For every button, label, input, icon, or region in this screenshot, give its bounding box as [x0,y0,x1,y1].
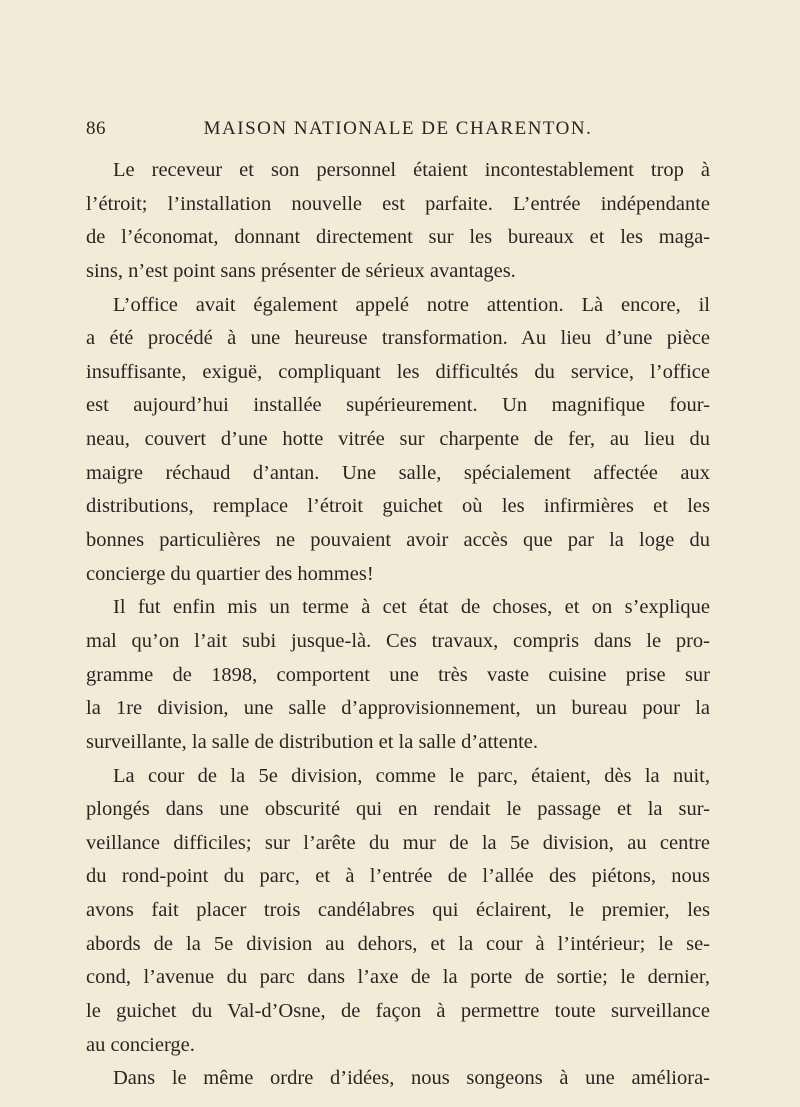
text-line: La cour de la 5e division, comme le parc, étaient, dès la nuit, [113,764,710,787]
text-line: concierge du quartier des hommes! [86,562,374,585]
text-line: la 1re division, une salle d’approvisionnement, un bureau pour la [86,697,710,720]
text-line: l’étroit; l’installation nouvelle est parfaite. L’entrée indépendante [86,192,710,215]
body-text [86,154,710,1096]
text-line: le guichet du Val-d’Osne, de façon à permettre toute surveillance [86,1000,710,1023]
text-line: avons fait placer trois candélabres qui éclairent, le premier, les [86,899,710,922]
text-line: veillance difficiles; sur l’arête du mur de la 5e division, au centre [86,831,710,854]
text-line: cond, l’avenue du parc dans l’axe de la porte de sortie; le dernier, [86,966,710,989]
text-line: du rond-point du parc, et à l’entrée de l’allée des piétons, nous [86,865,710,888]
text-line: neau, couvert d’une hotte vitrée sur charpente de fer, au lieu du [86,428,710,451]
running-head [86,118,710,144]
text-line: est aujourd’hui installée supérieurement. Un magnifique four- [86,394,710,417]
text-line: bonnes particulières ne pouvaient avoir accès que par la loge du [86,529,710,552]
text-line: plongés dans une obscurité qui en rendait le passage et la sur- [86,798,710,821]
text-line: gramme de 1898, comportent une très vaste cuisine prise sur [86,663,710,686]
text-line: Dans le même ordre d’idées, nous songeons à une améliora- [113,1067,710,1090]
text-line: distributions, remplace l’étroit guichet où les infirmières et les [86,495,710,518]
text-line: maigre réchaud d’antan. Une salle, spécialement affectée aux [86,461,710,484]
page-number: 86 [86,118,106,139]
text-line: sins, n’est point sans présenter de sérieux avantages. [86,259,516,282]
text-line: Le receveur et son personnel étaient incontestablement trop à [113,159,710,181]
text-line: abords de la 5e division au dehors, et la cour à l’intérieur; le se- [86,932,710,955]
text-line: Il fut enfin mis un terme à cet état de choses, et on s’explique [113,596,710,619]
text-line: de l’économat, donnant directement sur les bureaux et les maga- [86,226,710,249]
text-line: mal qu’on l’ait subi jusque-là. Ces travaux, compris dans le pro- [86,629,710,652]
running-title: MAISON NATIONALE DE CHARENTON. [203,118,593,139]
text-line: L’office avait également appelé notre attention. Là encore, il [113,293,710,316]
text-line: au concierge. [86,1033,195,1056]
text-line: surveillante, la salle de distribution et la salle d’attente. [86,730,538,753]
text-line: insuffisante, exiguë, compliquant les difficultés du service, l’office [86,360,710,383]
text-line: a été procédé à une heureuse transformation. Au lieu d’une pièce [86,327,710,350]
